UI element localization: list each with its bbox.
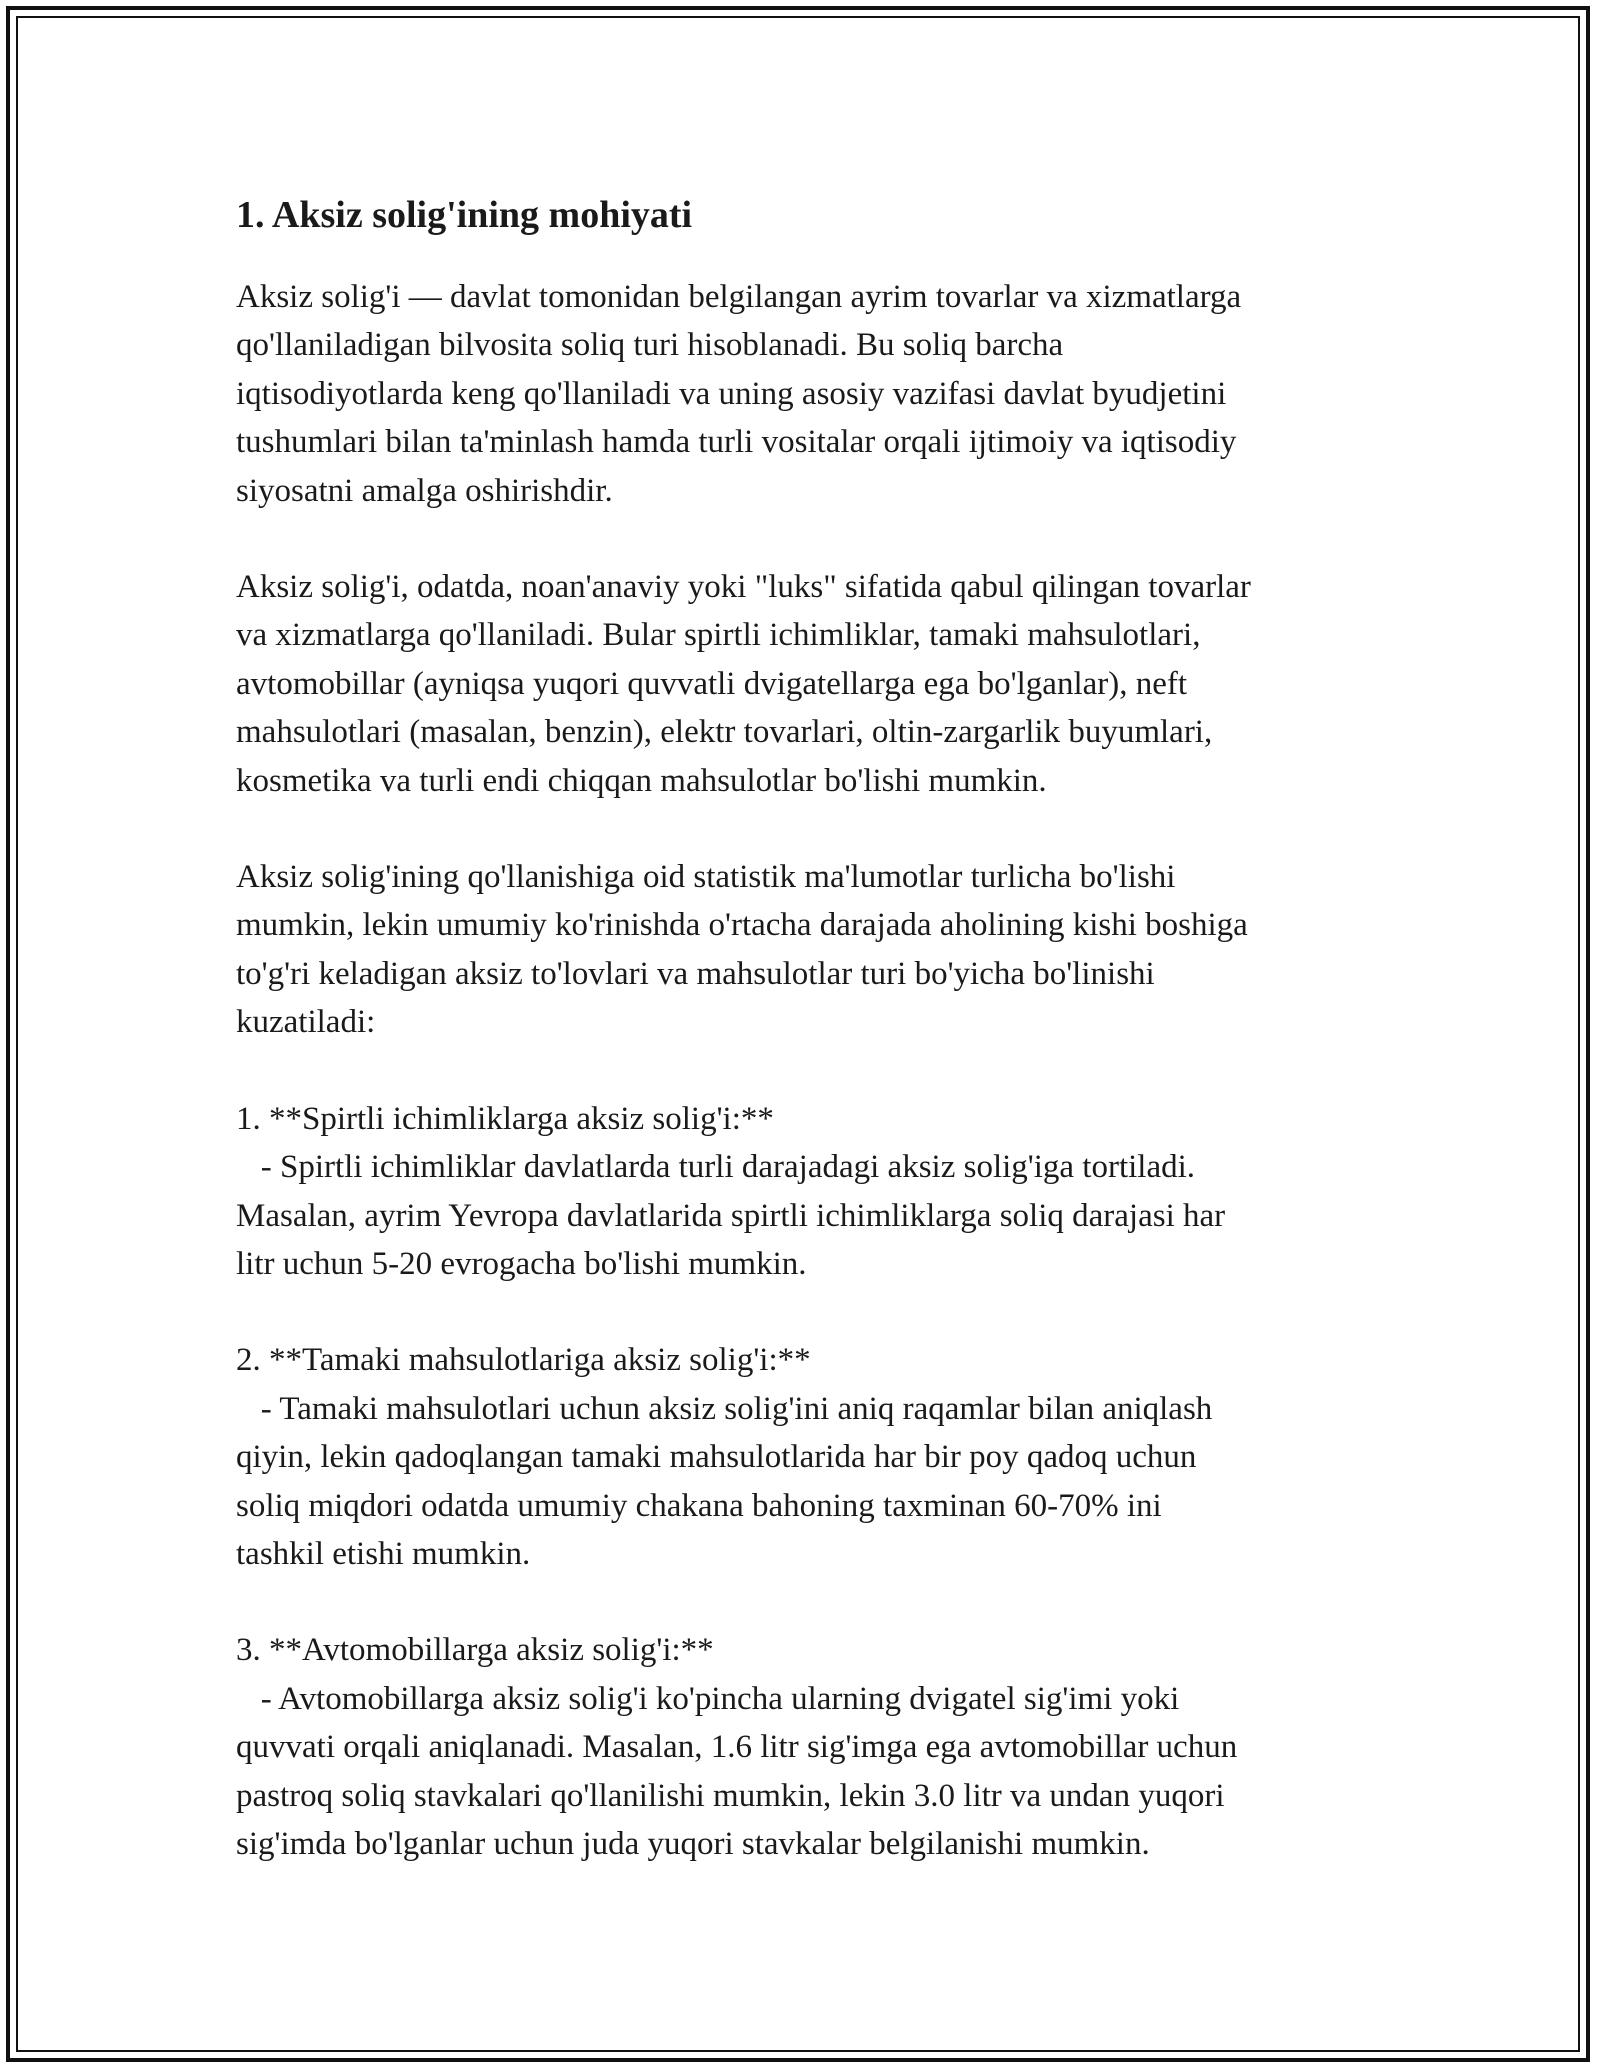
list-item-automobiles: 3. **Avtomobillarga aksiz solig'i:** - Avtomobillarga aksiz solig'i ko'pincha ularning dvigatel sig'imi yoki quvvati orqali aniqlanadi. Masalan, 1.6 litr sig'imga ega avtomobillar uchun pastroq soliq stavkalari qo'llanilishi mumkin, lekin 3.0 litr va undan yuqori sig'imda bo'lganlar uchun juda yuqori stavkalar belgilanishi mumkin. [236, 1632, 1238, 1862]
paragraph-spacer [236, 1047, 1366, 1095]
paragraph-luxury-goods: Aksiz solig'i, odatda, noan'anaviy yoki "luks" sifatida qabul qilingan tovarlar va xizmatlarga qo'llaniladi. Bular spirtli ichimliklar, tamaki mahsulotlari, avtomobillar (ayniqsa yuqori quvvatli dvigatellarga ega bo'lganlar), neft mahsulotlari (masalan, benzin), elektr tovarlari, oltin-zargarlik buyumlari, kosmetika va turli endi chiqqan mahsulotlar bo'lishi mumkin. [236, 569, 1251, 799]
paragraph-spacer [236, 1288, 1366, 1336]
paragraph-spacer [236, 805, 1366, 853]
paragraph-intro: Aksiz solig'i — davlat tomonidan belgilangan ayrim tovarlar va xizmatlarga qo'llaniladigan bilvosita soliq turi hisoblanadi. Bu soliq barcha iqtisodiyotlarda keng qo'llaniladi va uning asosiy vazifasi davlat byudjetini tushumlari bilan ta'minlash hamda turli vositalar orqali ijtimoiy va iqtisodiy siyosatni amalga oshirishdir. [236, 279, 1242, 509]
paragraph-spacer [236, 1578, 1366, 1626]
section-heading: 1. Aksiz solig'ining mohiyati [236, 194, 693, 236]
document-body [236, 185, 1366, 1868]
paragraph-spacer [236, 515, 1366, 563]
paragraph-statistics: Aksiz solig'ining qo'llanishiga oid statistik ma'lumotlar turlicha bo'lishi mumkin, lekin umumiy ko'rinishda o'rtacha darajada aholining kishi boshiga to'g'ri keladigan aksiz to'lovlari va mahsulotlar turi bo'yicha bo'linishi kuzatiladi: [236, 859, 1248, 1041]
list-item-tobacco: 2. **Tamaki mahsulotlariga aksiz solig'i:** - Tamaki mahsulotlari uchun aksiz solig'ini aniq raqamlar bilan aniqlash qiyin, lekin qadoqlangan tamaki mahsulotlarida har bir poy qadoq uchun soliq miqdori odatda umumiy chakana bahoning taxminan 60-70% ini tashkil etishi mumkin. [236, 1342, 1213, 1572]
list-item-alcohol: 1. **Spirtli ichimliklarga aksiz solig'i:** - Spirtli ichimliklar davlatlarda turli darajadagi aksiz solig'iga tortiladi. Masalan, ayrim Yevropa davlatlarida spirtli ichimliklarga soliq darajasi har litr uchun 5-20 evrogacha bo'lishi mumkin. [236, 1100, 1226, 1282]
